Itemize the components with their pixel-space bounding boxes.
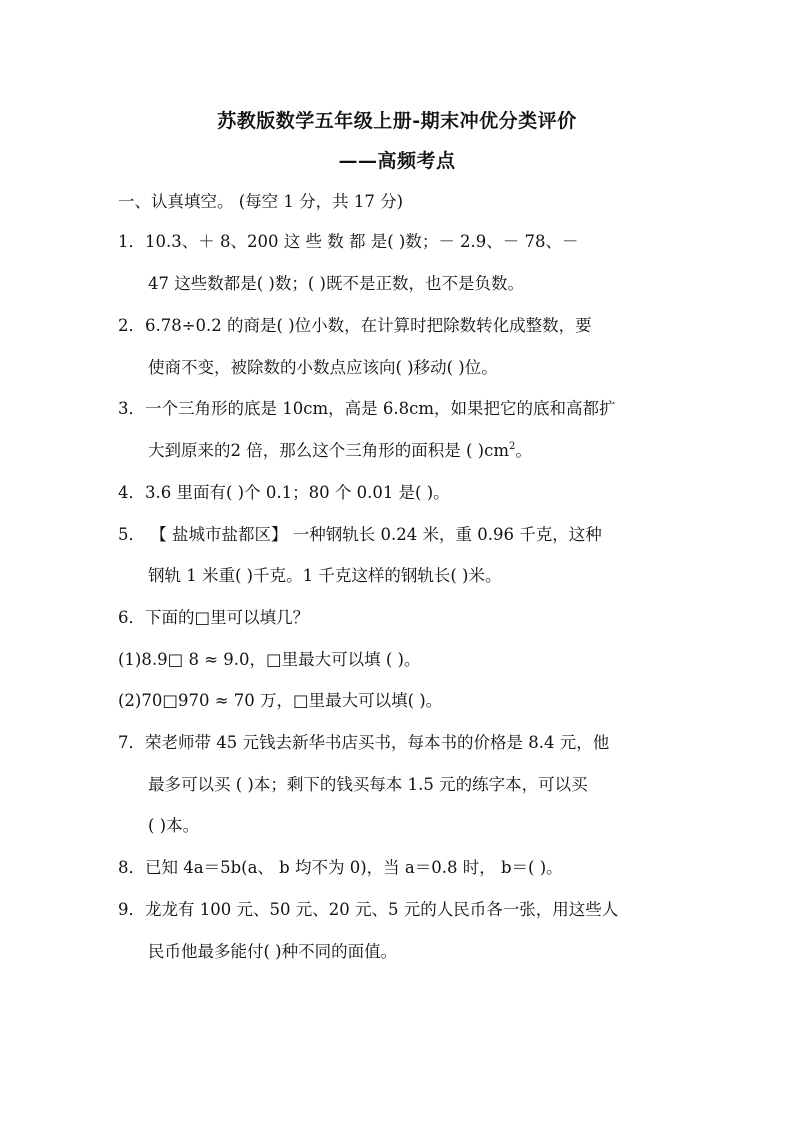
question-1-line-b: 47 这些数都是( )数；( )既不是正数，也不是负数。	[148, 274, 524, 293]
question-3-line-b-text: 大到原来的2 倍，那么这个三角形的面积是 ( )cm	[148, 441, 509, 460]
question-7-line-b: 最多可以买 ( )本；剩下的钱买每本 1.5 元的练字本，可以买	[148, 775, 588, 794]
question-6-line: 6．下面的□里可以填几？	[118, 608, 310, 627]
question-9-line-b: 民币他最多能付( )种不同的面值。	[148, 942, 398, 961]
question-3-line-b-end: 。	[515, 441, 532, 460]
question-2-line-b: 使商不变，被除数的小数点应该向( )移动( )位。	[148, 358, 498, 377]
square-exponent: 2	[509, 441, 516, 452]
question-2-line-a: 2．6.78÷0.2 的商是( )位小数，在计算时把除数转化成整数，要	[118, 316, 592, 335]
question-6-part-1: (1)8.9□ 8 ≈ 9.0，□里最大可以填 ( )。	[118, 650, 421, 669]
question-4-line: 4．3.6 里面有( )个 0.1；80 个 0.01 是( )。	[118, 483, 450, 502]
document-title: 苏教版数学五年级上册-期末冲优分类评价	[217, 110, 577, 132]
question-6-part-2: (2)70□970 ≈ 70 万，□里最大可以填( )。	[118, 691, 443, 710]
section-heading: 一、认真填空。 (每空 1 分，共 17 分)	[118, 192, 404, 211]
document-subtitle: ——高频考点	[338, 150, 456, 172]
question-3-line-b	[148, 439, 532, 463]
question-7-line-a: 7．荣老师带 45 元钱去新华书店买书，每本书的价格是 8.4 元，他	[118, 733, 610, 752]
question-1-line-a: 1．10.3、＋ 8、200 这 些 数 都 是( )数；－ 2.9、－ 78、－	[118, 232, 579, 251]
question-3-line-a: 3．一个三角形的底是 10cm，高是 6.8cm，如果把它的底和高都扩	[118, 399, 616, 418]
question-7-line-c: ( )本。	[148, 816, 200, 835]
question-8-line: 8．已知 4a＝5b(a、 b 均不为 0)，当 a＝0.8 时， b＝( )。	[118, 858, 563, 877]
question-5-line-a: 5． 【 盐城市盐都区】 一种钢轨长 0.24 米，重 0.96 千克，这种	[118, 525, 602, 544]
question-5-line-b: 钢轨 1 米重( )千克。1 千克这样的钢轨长( )米。	[148, 566, 502, 585]
question-9-line-a: 9．龙龙有 100 元、50 元、20 元、5 元的人民币各一张，用这些人	[118, 900, 619, 919]
